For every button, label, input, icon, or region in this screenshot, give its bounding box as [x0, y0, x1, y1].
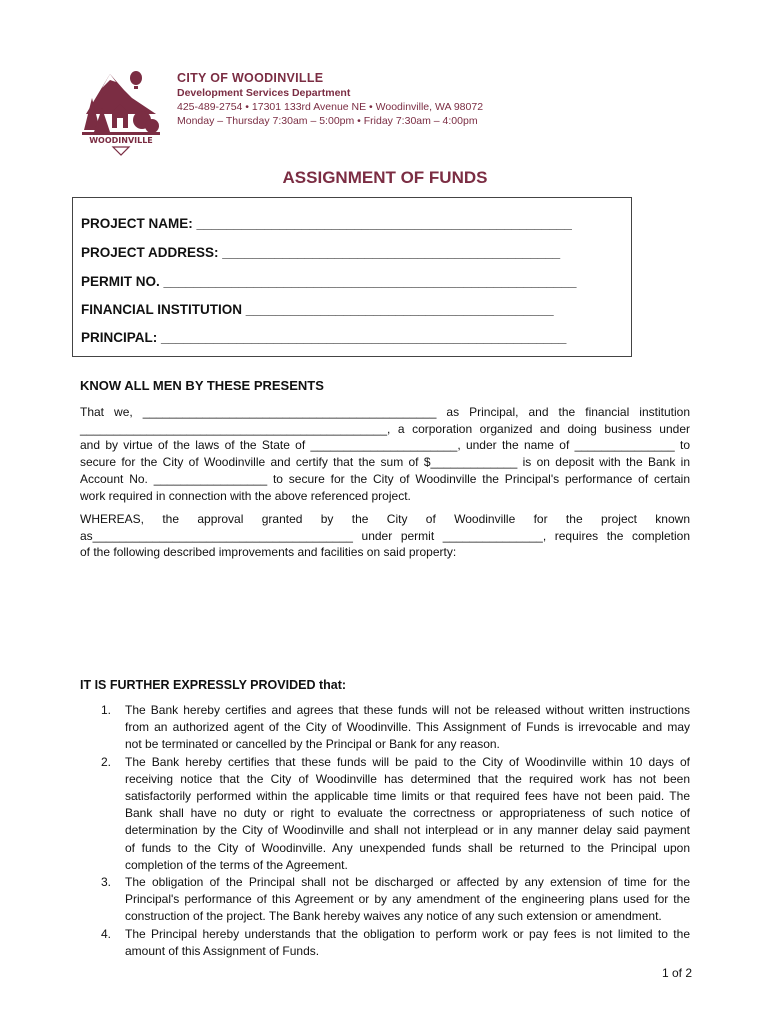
city-logo [80, 68, 162, 158]
provided-heading: IT IS FURTHER EXPRESSLY PROVIDED that: [80, 678, 347, 692]
whereas-paragraph [80, 511, 690, 561]
item-line: The Bank hereby certifies and agrees that these funds will not be released without written instructions [125, 703, 690, 717]
item-line: not be terminated or cancelled by the Principal or Bank for any reason. [125, 737, 500, 752]
item-line: Bank shall have no duty or right to evaluate the correctness or appropriateness of such notice of [125, 806, 690, 821]
paragraph-line: ______________________________________________, a corporation organized and doing business under [80, 421, 690, 436]
paragraph-line: of the following described improvements and facilities on said property: [80, 545, 457, 560]
paragraph-line: and by virtue of the laws of the State of ______________________, under the name of _______________ to [80, 438, 690, 453]
item-line: receiving notice that the City of Woodinville has determined that the required work has not been [125, 771, 690, 786]
provisions-list [80, 702, 690, 960]
paragraph-line: work required in connection with the above referenced project. [80, 488, 411, 503]
item-line: The obligation of the Principal shall not be discharged or affected by any extension of time for the [125, 875, 690, 890]
item-number: 2. [101, 754, 112, 769]
paragraph-line: WHEREAS, the approval granted by the City of Woodinville for the project known [80, 512, 690, 526]
financial-institution-field[interactable]: FINANCIAL INSTITUTION _________________________________________ [81, 302, 554, 317]
principal-field[interactable]: PRINCIPAL: ______________________________________________________ [81, 330, 567, 345]
know-all-paragraph [80, 404, 690, 504]
project-name-field[interactable]: PROJECT NAME: __________________________________________________ [81, 216, 572, 231]
page-number: 1 of 2 [661, 966, 692, 980]
item-line: from an authorized agent of the City of Woodinville. This Assignment of Funds is irrevocable and may [125, 720, 690, 735]
paragraph-line: Account No. _________________ to secure for the City of Woodinville the Principal's performance of certain [80, 471, 690, 486]
project-address-field[interactable]: PROJECT ADDRESS: _____________________________________________ [81, 245, 561, 260]
know-all-heading: KNOW ALL MEN BY THESE PRESENTS [80, 378, 324, 393]
item-line: determination by the City of Woodinville and shall not interplead or in any manner delay said payment [125, 823, 690, 838]
paragraph-line: That we, ____________________________________________ as Principal, and the financial institution [80, 405, 690, 419]
item-line: completion of the terms of the Agreement. [125, 857, 348, 872]
department-name: Development Services Department [177, 87, 351, 99]
logo-graphic [80, 68, 162, 158]
item-number: 1. [101, 703, 112, 717]
item-line: of funds to the City of Woodinville. Any unexpended funds shall be returned to the Principal upon [125, 840, 690, 855]
item-line: construction of the project. The Bank hereby waives any notice of any such extension or amendment. [125, 909, 662, 924]
item-line: The Bank hereby certifies that these funds will be paid to the City of Woodinville within 10 days of [125, 754, 690, 769]
city-name: CITY OF WOODINVILLE [177, 71, 324, 85]
list-item [80, 874, 690, 926]
list-item [80, 754, 690, 874]
logo-wordmark: WOODINVILLE [89, 136, 153, 145]
list-item [80, 702, 690, 754]
item-line: amount of this Assignment of Funds. [125, 943, 320, 958]
item-number: 3. [101, 875, 112, 890]
document-title: ASSIGNMENT OF FUNDS [282, 168, 488, 187]
office-hours: Monday – Thursday 7:30am – 5:00pm • Friday 7:30am – 4:00pm [177, 115, 478, 127]
paragraph-line: secure for the City of Woodinville and certify that the sum of $_____________ is on deposit with the Bank in [80, 455, 690, 470]
item-line: Principal's performance of this Agreement or by any amendment of the engineering plans used for the [125, 892, 690, 907]
item-line: satisfactorily performed within the applicable time limits or that required fees have not been paid. The [125, 789, 690, 804]
paragraph-line: as_______________________________________ under permit _______________, requires the completion [80, 528, 690, 543]
permit-no-field[interactable]: PERMIT NO. _______________________________________________________ [81, 274, 577, 289]
item-number: 4. [101, 926, 112, 941]
contact-address: 425-489-2754 • 17301 133rd Avenue NE • Woodinville, WA 98072 [177, 101, 484, 113]
item-line: The Principal hereby understands that the obligation to perform work or pay fees is not limited to the [125, 926, 690, 941]
list-item [80, 926, 690, 960]
project-info-box [72, 197, 632, 357]
